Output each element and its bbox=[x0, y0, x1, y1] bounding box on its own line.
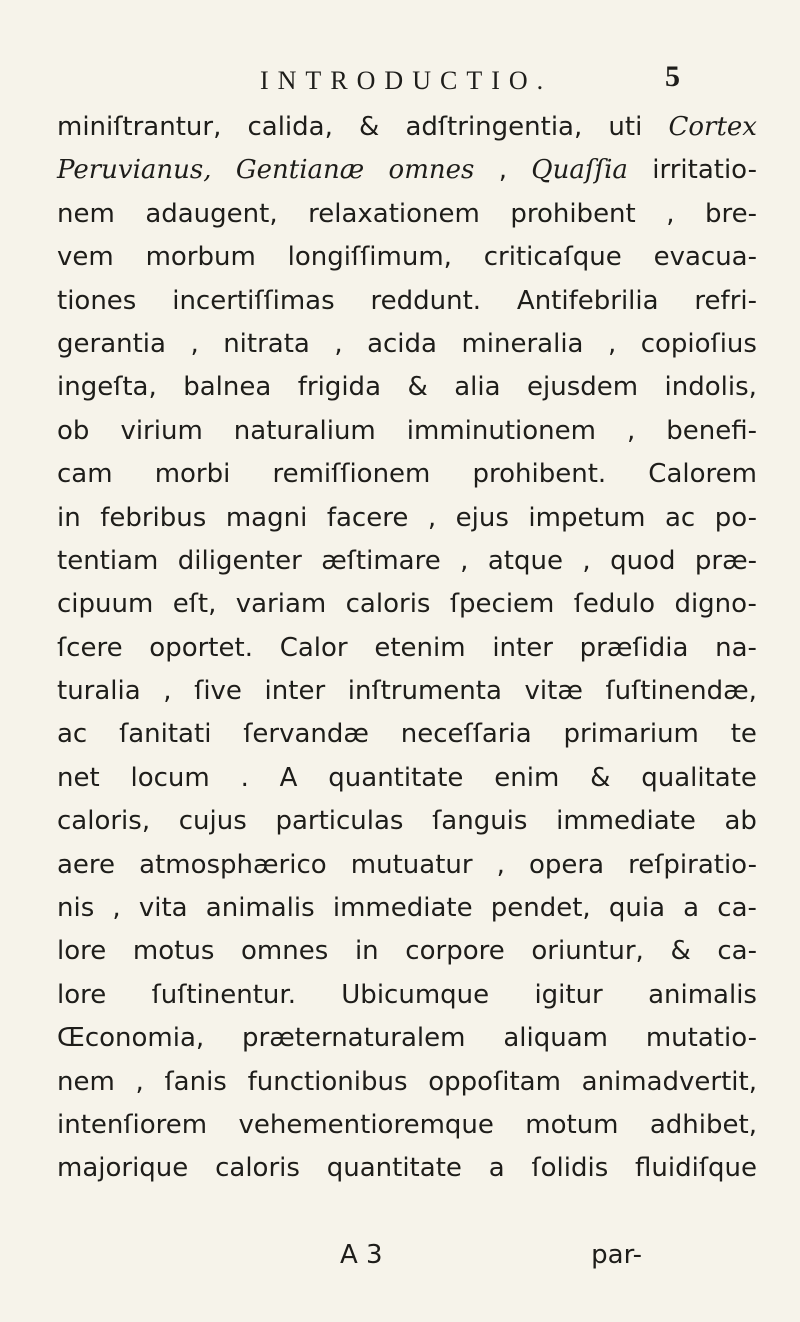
running-title: INTRODUCTIO. bbox=[260, 66, 553, 95]
word: animalis bbox=[648, 979, 757, 1010]
word: præſidia bbox=[579, 632, 689, 663]
word: præternaturalem bbox=[242, 1023, 466, 1054]
word: oppoſitam bbox=[428, 1066, 561, 1097]
text-line bbox=[57, 366, 757, 409]
word: Gentianæ bbox=[235, 155, 365, 186]
word: , bbox=[112, 893, 121, 924]
word: æſtimare bbox=[321, 545, 441, 576]
page-number: 5 bbox=[665, 60, 680, 93]
word: immediate bbox=[332, 893, 473, 924]
text-line bbox=[57, 930, 757, 973]
word: majorique bbox=[57, 1153, 189, 1184]
word: benefi- bbox=[666, 415, 757, 446]
word: & bbox=[670, 936, 691, 967]
word: in bbox=[354, 936, 379, 967]
text-line bbox=[57, 323, 757, 366]
text-line bbox=[57, 453, 757, 496]
word: a bbox=[683, 893, 700, 924]
word: na- bbox=[715, 632, 757, 663]
word: ejusdem bbox=[527, 372, 639, 403]
word: cujus bbox=[178, 806, 247, 837]
text-line bbox=[57, 887, 757, 930]
word: immediate bbox=[556, 806, 696, 837]
word: lore bbox=[57, 979, 107, 1010]
text-line bbox=[57, 236, 757, 279]
text-line bbox=[57, 193, 757, 236]
word: omnes bbox=[388, 155, 475, 186]
word: impetum bbox=[528, 502, 646, 533]
word: in bbox=[57, 502, 81, 533]
signature-mark: A 3 bbox=[340, 1240, 383, 1270]
word: fluidiſque bbox=[635, 1153, 757, 1184]
word: præ- bbox=[694, 545, 757, 576]
text-line bbox=[57, 149, 757, 192]
word: prohibent bbox=[510, 198, 636, 229]
word: locum bbox=[130, 762, 210, 793]
word: ſolidis bbox=[531, 1153, 609, 1184]
text-line bbox=[57, 1147, 757, 1190]
word: quia bbox=[608, 893, 665, 924]
word: cipuum bbox=[57, 589, 154, 620]
word: facere bbox=[326, 502, 409, 533]
word: oportet. bbox=[149, 632, 253, 663]
word: tentiam bbox=[57, 545, 159, 576]
word: pendet, bbox=[490, 893, 591, 924]
word: . bbox=[240, 762, 249, 793]
text-line bbox=[57, 583, 757, 626]
word: , bbox=[427, 502, 437, 533]
body-text bbox=[57, 106, 757, 1191]
word: caloris bbox=[215, 1153, 300, 1184]
word: opera bbox=[529, 849, 605, 880]
word: inter bbox=[492, 632, 553, 663]
word: tiones bbox=[57, 285, 137, 316]
word: reſpiratio- bbox=[628, 849, 757, 880]
word: prohibent. bbox=[472, 459, 607, 490]
word: omnes bbox=[241, 936, 329, 967]
word: frigida bbox=[297, 372, 381, 403]
word: nis bbox=[57, 893, 95, 924]
word: , bbox=[582, 545, 591, 576]
word: refri- bbox=[694, 285, 757, 316]
word: nitrata bbox=[223, 328, 310, 359]
word: imminutionem bbox=[406, 415, 596, 446]
word: ejus bbox=[455, 502, 509, 533]
word: cam bbox=[57, 459, 113, 490]
word: eſt, bbox=[172, 589, 217, 620]
word: a bbox=[488, 1153, 505, 1184]
text-line bbox=[57, 106, 757, 149]
word: ca- bbox=[717, 893, 757, 924]
text-line bbox=[57, 497, 757, 540]
word: ſanitati bbox=[119, 719, 212, 750]
word: mineralia bbox=[461, 328, 584, 359]
text-line bbox=[57, 410, 757, 453]
word: aliquam bbox=[503, 1023, 608, 1054]
word: quantitate bbox=[326, 1153, 462, 1184]
word: particulas bbox=[275, 806, 404, 837]
word: acida bbox=[367, 328, 437, 359]
word: bre- bbox=[705, 198, 757, 229]
word: Œconomia, bbox=[57, 1023, 205, 1054]
word: adaugent, bbox=[145, 198, 278, 229]
text-line bbox=[57, 713, 757, 756]
word: animadvertit, bbox=[581, 1066, 757, 1097]
word: ingeſta, bbox=[57, 372, 157, 403]
word: , bbox=[334, 328, 343, 359]
word: relaxationem bbox=[308, 198, 480, 229]
word: ſanguis bbox=[432, 806, 528, 837]
word: , bbox=[607, 328, 617, 359]
word: virium bbox=[120, 415, 203, 446]
word: uti bbox=[608, 112, 643, 142]
word: reddunt. bbox=[370, 285, 482, 316]
word: digno- bbox=[674, 589, 757, 620]
word: magni bbox=[225, 502, 308, 533]
text-line bbox=[57, 757, 757, 800]
word: ſcere bbox=[57, 632, 123, 663]
word: aere bbox=[57, 849, 116, 880]
page-header bbox=[260, 60, 680, 100]
word: variam bbox=[235, 589, 327, 620]
word: ſive bbox=[194, 676, 242, 707]
word: intenſiorem bbox=[57, 1109, 208, 1140]
word: copioſius bbox=[640, 328, 757, 359]
text-line bbox=[57, 670, 757, 713]
word: atmosphærico bbox=[139, 849, 327, 880]
word: diligenter bbox=[177, 545, 302, 576]
word: , bbox=[460, 545, 469, 576]
word: net bbox=[57, 762, 100, 793]
word: vem bbox=[57, 242, 114, 273]
word: irritatio- bbox=[652, 155, 757, 186]
word: , bbox=[163, 676, 172, 707]
word: miniſtrantur, bbox=[57, 112, 222, 142]
word: lore bbox=[57, 936, 107, 967]
word: Peruvianus, bbox=[57, 155, 212, 186]
word: , bbox=[496, 849, 505, 880]
text-line bbox=[57, 974, 757, 1017]
word: Calor bbox=[279, 632, 348, 663]
word: , bbox=[626, 415, 636, 446]
word: enim bbox=[494, 762, 560, 793]
word: alia bbox=[454, 372, 501, 403]
word: longiſſimum, bbox=[287, 242, 452, 273]
word: functionibus bbox=[247, 1066, 408, 1097]
word: motus bbox=[132, 936, 215, 967]
text-line bbox=[57, 800, 757, 843]
word: vehementioremque bbox=[238, 1109, 494, 1140]
word: Calorem bbox=[648, 459, 757, 490]
word: ſanis bbox=[164, 1066, 227, 1097]
word: Ubicumque bbox=[341, 979, 490, 1010]
word: , bbox=[666, 198, 675, 229]
word: turalia bbox=[57, 676, 141, 707]
word: atque bbox=[487, 545, 563, 576]
word: , bbox=[190, 328, 199, 359]
word: caloris, bbox=[57, 806, 151, 837]
word: ſuſtinentur. bbox=[151, 979, 296, 1010]
word: ſpeciem bbox=[449, 589, 555, 620]
word: nem bbox=[57, 1066, 115, 1097]
word: vitæ bbox=[524, 676, 583, 707]
word: quod bbox=[610, 545, 676, 576]
word: A bbox=[279, 762, 298, 793]
text-line bbox=[57, 540, 757, 583]
word: etenim bbox=[374, 632, 466, 663]
page-footer bbox=[340, 1240, 642, 1284]
word: morbi bbox=[154, 459, 231, 490]
word: igitur bbox=[534, 979, 603, 1010]
word: , bbox=[498, 155, 507, 186]
word: vita bbox=[138, 893, 188, 924]
word: febribus bbox=[100, 502, 207, 533]
word: criticaſque bbox=[483, 242, 622, 273]
word: ſuſtinendæ, bbox=[605, 676, 757, 707]
word: ab bbox=[724, 806, 757, 837]
word: & bbox=[359, 112, 380, 142]
word: naturalium bbox=[233, 415, 376, 446]
word: inter bbox=[264, 676, 326, 707]
word: Antifebrilia bbox=[516, 285, 659, 316]
word: quantitate bbox=[328, 762, 464, 793]
word: ca- bbox=[717, 936, 757, 967]
word: ſervandæ bbox=[243, 719, 369, 750]
word: mutatio- bbox=[645, 1023, 757, 1054]
word: evacua- bbox=[653, 242, 757, 273]
catchword: par- bbox=[591, 1240, 642, 1270]
text-line bbox=[57, 1104, 757, 1147]
word: inſtrumenta bbox=[347, 676, 502, 707]
word: balnea bbox=[183, 372, 272, 403]
word: motum bbox=[525, 1109, 619, 1140]
text-line bbox=[57, 1017, 757, 1060]
word: , bbox=[135, 1066, 144, 1097]
word: Cortex bbox=[668, 112, 757, 142]
word: adhibet, bbox=[649, 1109, 757, 1140]
text-line bbox=[57, 280, 757, 323]
word: qualitate bbox=[641, 762, 757, 793]
word: ac bbox=[664, 502, 696, 533]
word: ob bbox=[57, 415, 90, 446]
word: adſtringentia, bbox=[405, 112, 583, 142]
text-line bbox=[57, 627, 757, 670]
word: & bbox=[590, 762, 611, 793]
word: neceſſaria bbox=[400, 719, 532, 750]
word: caloris bbox=[345, 589, 431, 620]
word: gerantia bbox=[57, 328, 166, 359]
word: mutuatur bbox=[350, 849, 473, 880]
word: incertiſſimas bbox=[172, 285, 335, 316]
word: & bbox=[407, 372, 428, 403]
word: morbum bbox=[145, 242, 256, 273]
word: primarium bbox=[563, 719, 699, 750]
word: ſedulo bbox=[573, 589, 656, 620]
word: indolis, bbox=[664, 372, 757, 403]
word: te bbox=[730, 719, 757, 750]
word: Quaſſia bbox=[531, 155, 628, 186]
text-line bbox=[57, 1061, 757, 1104]
word: animalis bbox=[205, 893, 315, 924]
word: corpore bbox=[405, 936, 505, 967]
word: po- bbox=[714, 502, 757, 533]
word: remiſſionem bbox=[272, 459, 431, 490]
word: nem bbox=[57, 198, 115, 229]
word: calida, bbox=[247, 112, 333, 142]
word: ac bbox=[57, 719, 88, 750]
word: oriuntur, bbox=[531, 936, 644, 967]
text-line bbox=[57, 844, 757, 887]
